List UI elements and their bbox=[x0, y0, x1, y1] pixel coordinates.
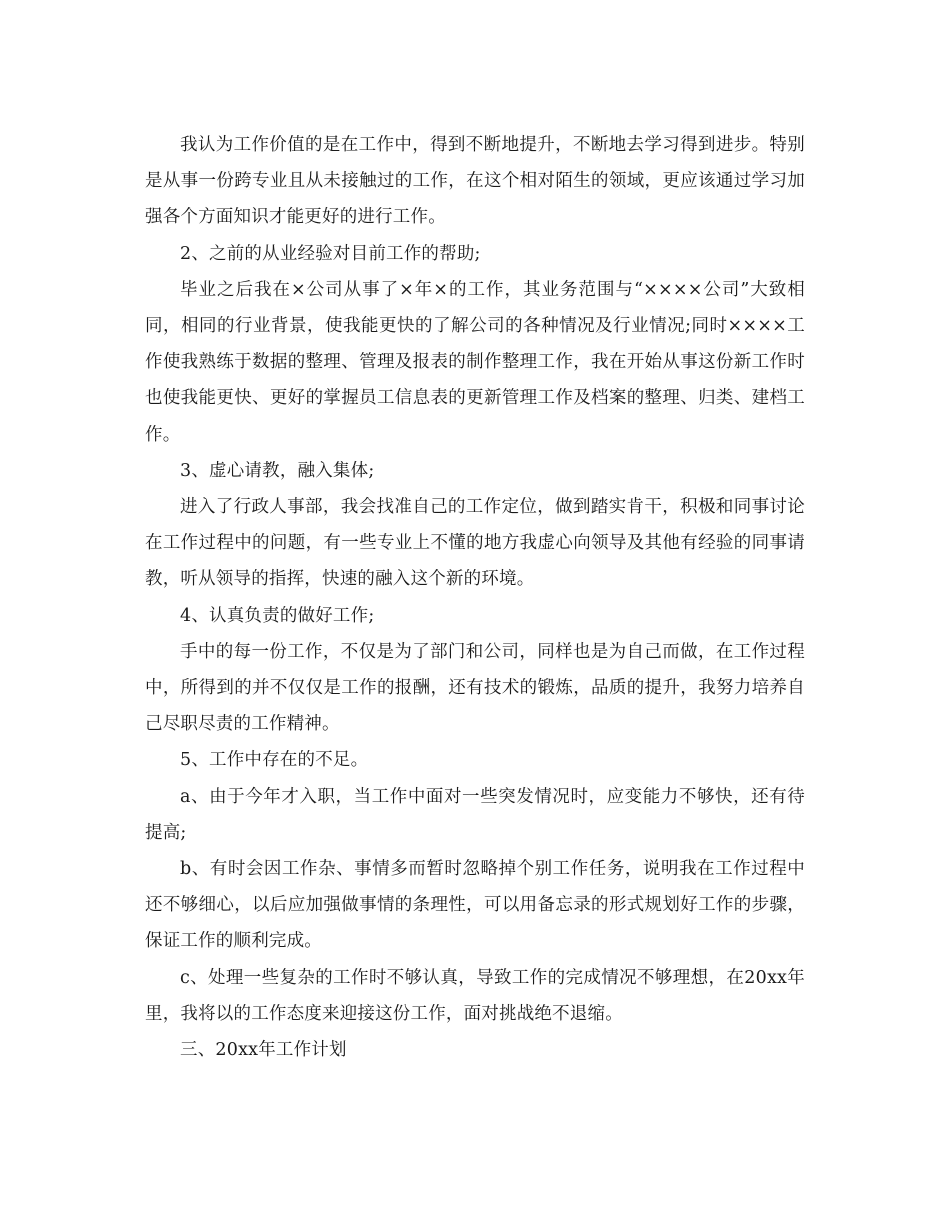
paragraph-shortcoming-a: a、由于今年才入职，当工作中面对一些突发情况时，应变能力不够快，还有待提高; bbox=[145, 786, 805, 843]
heading-prior-experience: 2、之前的从业经验对目前工作的帮助; bbox=[180, 243, 481, 264]
paragraph-work-value: 我认为工作价值的是在工作中，得到不断地提升，不断地去学习得到进步。特别是从事一份跨专业且从未接触过的工作，在这个相对陌生的领域，更应该通过学习加强各个方面知识才能更好的进行工作。 bbox=[145, 135, 805, 228]
heading-responsible-work: 4、认真负责的做好工作; bbox=[180, 605, 375, 626]
heading-shortcomings: 5、工作中存在的不足。 bbox=[180, 750, 369, 771]
heading-humble-learning: 3、虚心请教，融入集体; bbox=[180, 460, 375, 481]
paragraph-shortcoming-b: b、有时会因工作杂、事情多而暂时忽略掉个别工作任务，说明我在工作过程中还不够细心，以后应加强做事情的条理性，可以用备忘录的形式规划好工作的步骤，保证工作的顺利完成。 bbox=[145, 859, 805, 952]
heading-work-plan: 三、20xx年工作计划 bbox=[180, 1040, 347, 1061]
paragraph-shortcoming-c: c、处理一些复杂的工作时不够认真，导致工作的完成情况不够理想，在20xx年里，我将以的工作态度来迎接这份工作，面对挑战绝不退缩。 bbox=[145, 967, 805, 1024]
document-body bbox=[145, 127, 805, 1068]
paragraph-humble-learning: 进入了行政人事部，我会找准自己的工作定位，做到踏实肯干，积极和同事讨论在工作过程中的问题，有一些专业上不懂的地方我虚心向领导及其他有经验的同事请教，听从领导的指挥，快速的融入这个新的环境。 bbox=[145, 497, 805, 590]
paragraph-responsible-work: 手中的每一份工作，不仅是为了部门和公司，同样也是为自己而做，在工作过程中，所得到的并不仅仅是工作的报酬，还有技术的锻炼，品质的提升，我努力培养自己尽职尽责的工作精神。 bbox=[145, 641, 805, 735]
paragraph-prior-experience: 毕业之后我在×公司从事了×年×的工作，其业务范围与“××××公司”大致相同，相同的行业背景，使我能更快的了解公司的各种情况及行业情况;同时××××工作使我熟练于数据的整理、管理及报表的制作整理工作，我在开始从事这份新工作时也使我能更快、更好的掌握员工信息表的更新管理工作及档案的整理、归类、建档工作。 bbox=[145, 279, 805, 445]
